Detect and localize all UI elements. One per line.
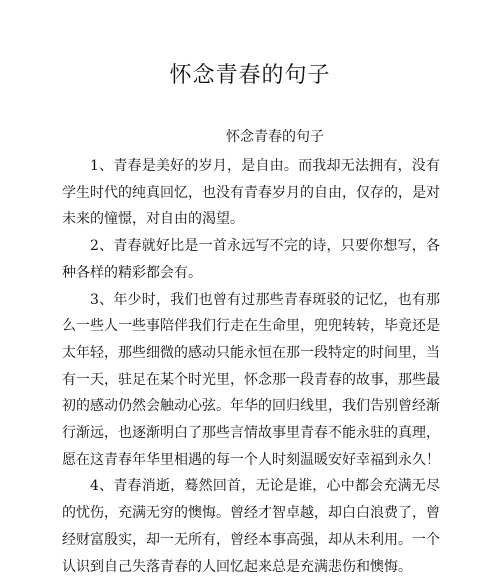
paragraph-3: 3、年少时，我们也曾有过那些青春斑驳的记忆，也有那么一些人一些事陪伴我们行走在生命里，兜兜转转，毕竟还是太年轻，那些细微的感动只能永恒在那一段特定的时间里，当有一天，驻足在某个时光里，怀念那一段青春的故事，那些最初的感动仍然会触动心弦。年华的回归线里，我们告别曾经渐行渐远，也逐渐明白了那些言情故事里青春不能永驻的真理，愿在这青春年华里相遇的每一个人时刻温暖安好幸福到永久！ <box>62 291 440 468</box>
paragraph-1: 1、青春是美好的岁月，是自由。而我却无法拥有，没有学生时代的纯真回忆，也没有青春岁月的自由，仅存的，是对未来的憧憬，对自由的渴望。 <box>62 158 440 228</box>
document-title: 怀念青春的句子 <box>169 63 331 88</box>
paragraph-2: 2、青春就好比是一首永远写不完的诗，只要你想写，各种各样的精彩都会有。 <box>62 238 440 281</box>
paragraph-4: 4、青春消逝，蓦然回首，无论是谁，心中都会充满无尽的忧伤，充满无穷的懊悔。曾经才智卓越，却白白浪费了，曾经财富殷实，却一无所有，曾经本事高强，却从未利用。一个认识到自己失落青春的人回忆起来总是充满悲伤和懊悔。 <box>62 478 440 575</box>
document-body <box>62 153 440 580</box>
document-subtitle: 怀念青春的句子 <box>226 129 324 145</box>
